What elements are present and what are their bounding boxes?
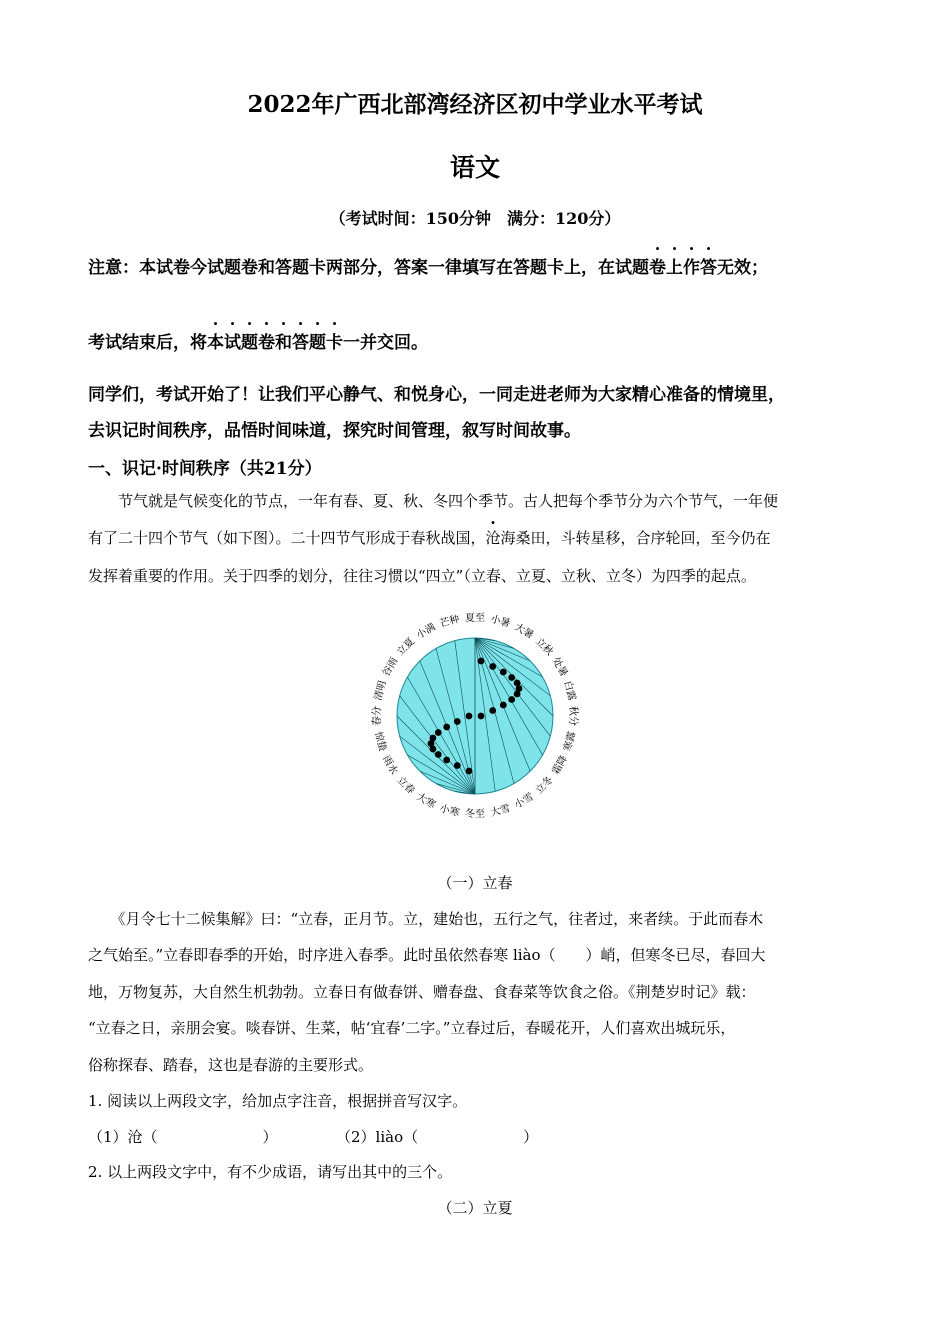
part1-heading: （一）立春	[437, 874, 513, 892]
question-2: 2. 以上两段文字中，有不少成语，请写出其中的三个。	[88, 1163, 453, 1181]
solar-term-label: 春分	[372, 706, 383, 726]
dotted-char: 本	[207, 333, 224, 353]
question-1-part-2: （2）liào（ ）	[336, 1128, 539, 1146]
paragraph-line: 《月令七十二候集解》曰：“立春，正月节。立，建始也，五行之气，往者过，来者续。于此而春木	[88, 910, 764, 928]
diagram-dot	[478, 658, 485, 665]
dotted-char: 答	[700, 258, 717, 278]
paragraph-line: 之气始至。”立春即春季的开始，时序进入春季。此时虽依然春寒 liào（ ）峭，但寒冬已尽，春回大	[88, 946, 766, 964]
solar-term-label: 立夏	[395, 636, 418, 659]
dotted-char: 题	[241, 333, 258, 353]
exam-title: 2022年广西北部湾经济区初中学业水平考试	[247, 91, 703, 118]
paragraph-line: “立春之日，亲朋会宴。啖春饼、生菜，帖‘宜春’二字。”立春过后，春暖花开，人们喜欢出城玩乐，	[88, 1019, 736, 1037]
question-1-part-1: （1）沧（ ）	[88, 1128, 278, 1146]
solar-term-label: 夏至	[465, 613, 485, 624]
solar-term-label: 处暑	[549, 655, 570, 679]
diagram-dot	[435, 751, 442, 758]
diagram-dot	[454, 762, 461, 769]
solar-term-label: 小雪	[512, 791, 536, 812]
dotted-char: 卷	[258, 333, 275, 353]
diagram-dot	[430, 746, 437, 753]
diagram-dot	[508, 696, 515, 703]
diagram-dot	[478, 713, 485, 720]
dotted-char: 卡	[326, 333, 343, 353]
diagram-dot	[500, 669, 507, 676]
paragraph-line: 地，万物复苏，大自然生机勃勃。立春日有做春饼、赠春盘、食春菜等饮食之俗。《荆楚岁时记》载：	[88, 983, 756, 1001]
section-heading: 一、识记·时间秩序（共21分）	[88, 459, 322, 479]
paragraph-line: 发挥着重要的作用。关于四季的划分，往往习惯以“四立”（立春、立夏、立秋、立冬）为四季的起点。	[88, 567, 756, 585]
dotted-char: 试	[224, 333, 241, 353]
solar-term-label: 立春	[394, 774, 417, 797]
solar-term-label: 白露	[561, 679, 578, 702]
diagram-dot	[435, 729, 442, 736]
paragraph-line: 有了二十四个节气（如下图）。二十四节气形成于春秋战国，沧海桑田，斗转星移，合序轮回，至今仍在	[88, 529, 771, 547]
diagram-dot	[514, 691, 521, 698]
paragraph-line: 节气就是气候变化的节点，一年有春、夏、秋、冬四个季节。古人把每个季节分为六个节气，一年便	[88, 492, 779, 510]
dotted-char: 卷	[649, 258, 666, 278]
solar-terms-diagram	[360, 613, 590, 820]
solar-term-label: 立秋	[532, 636, 555, 659]
dotted-char: 答	[292, 333, 309, 353]
diagram-dot	[508, 674, 515, 681]
diagram-dot	[443, 757, 450, 764]
intro-line-1: 同学们，考试开始了！让我们平心静气、和悦身心，一同走进老师为大家精心准备的情境里，	[88, 385, 785, 405]
diagram-dot	[466, 713, 473, 720]
diagram-dot	[466, 768, 473, 775]
solar-term-label: 秋分	[567, 706, 578, 726]
intro-line-2: 去识记时间秩序，品悟时间味道，探究时间管理，叙写时间故事。	[88, 421, 581, 441]
emphasis-dotted-text	[207, 333, 343, 353]
solar-term-label: 大雪	[489, 803, 512, 820]
diagram-dot	[489, 663, 496, 670]
notice-line-1: 注意：本试卷今试题卷和答题卡两部分，答案一律填写在答题卡上，在试题卷上作答无效；	[88, 253, 878, 278]
diagram-dot	[454, 718, 461, 725]
solar-term-label: 立冬	[533, 774, 556, 797]
solar-term-label: 小满	[414, 621, 438, 642]
dotted-char: 上	[666, 258, 683, 278]
solar-term-label: 谷雨	[380, 655, 401, 679]
dotted-char: 沧	[485, 529, 501, 547]
dotted-char: 作	[683, 258, 700, 278]
solar-term-label: 霜降	[550, 753, 571, 777]
question-1: 1. 阅读以上两段文字，给加点字注音，根据拼音写汉字。	[88, 1092, 468, 1110]
part2-heading: （二）立夏	[437, 1199, 513, 1217]
dotted-char: 和	[275, 333, 292, 353]
exam-info: （考试时间：150分钟 满分：120分）	[329, 209, 621, 228]
solar-term-label: 冬至	[465, 809, 485, 820]
diagram-dot	[489, 707, 496, 714]
emphasis-dotted-text	[649, 258, 717, 278]
solar-term-label: 小暑	[489, 613, 512, 630]
solar-term-label: 芒种	[438, 613, 461, 630]
diagram-dot	[443, 724, 450, 731]
solar-term-label: 惊蛰	[371, 730, 388, 753]
subject-title: 语文	[449, 153, 500, 182]
paragraph-line: 俗称探春、踏春，这也是春游的主要形式。	[88, 1056, 374, 1074]
dotted-char: 题	[309, 333, 326, 353]
solar-term-label: 寒露	[562, 730, 579, 753]
solar-term-label: 大暑	[512, 621, 536, 642]
diagram-dot	[500, 702, 507, 709]
solar-term-label: 小寒	[438, 803, 461, 820]
solar-term-label: 大寒	[414, 791, 438, 812]
solar-term-label: 雨水	[379, 753, 400, 777]
notice-line-2: 考试结束后，将本试题卷和答题卡一并交回。	[88, 328, 878, 353]
solar-term-label: 清明	[372, 679, 389, 702]
